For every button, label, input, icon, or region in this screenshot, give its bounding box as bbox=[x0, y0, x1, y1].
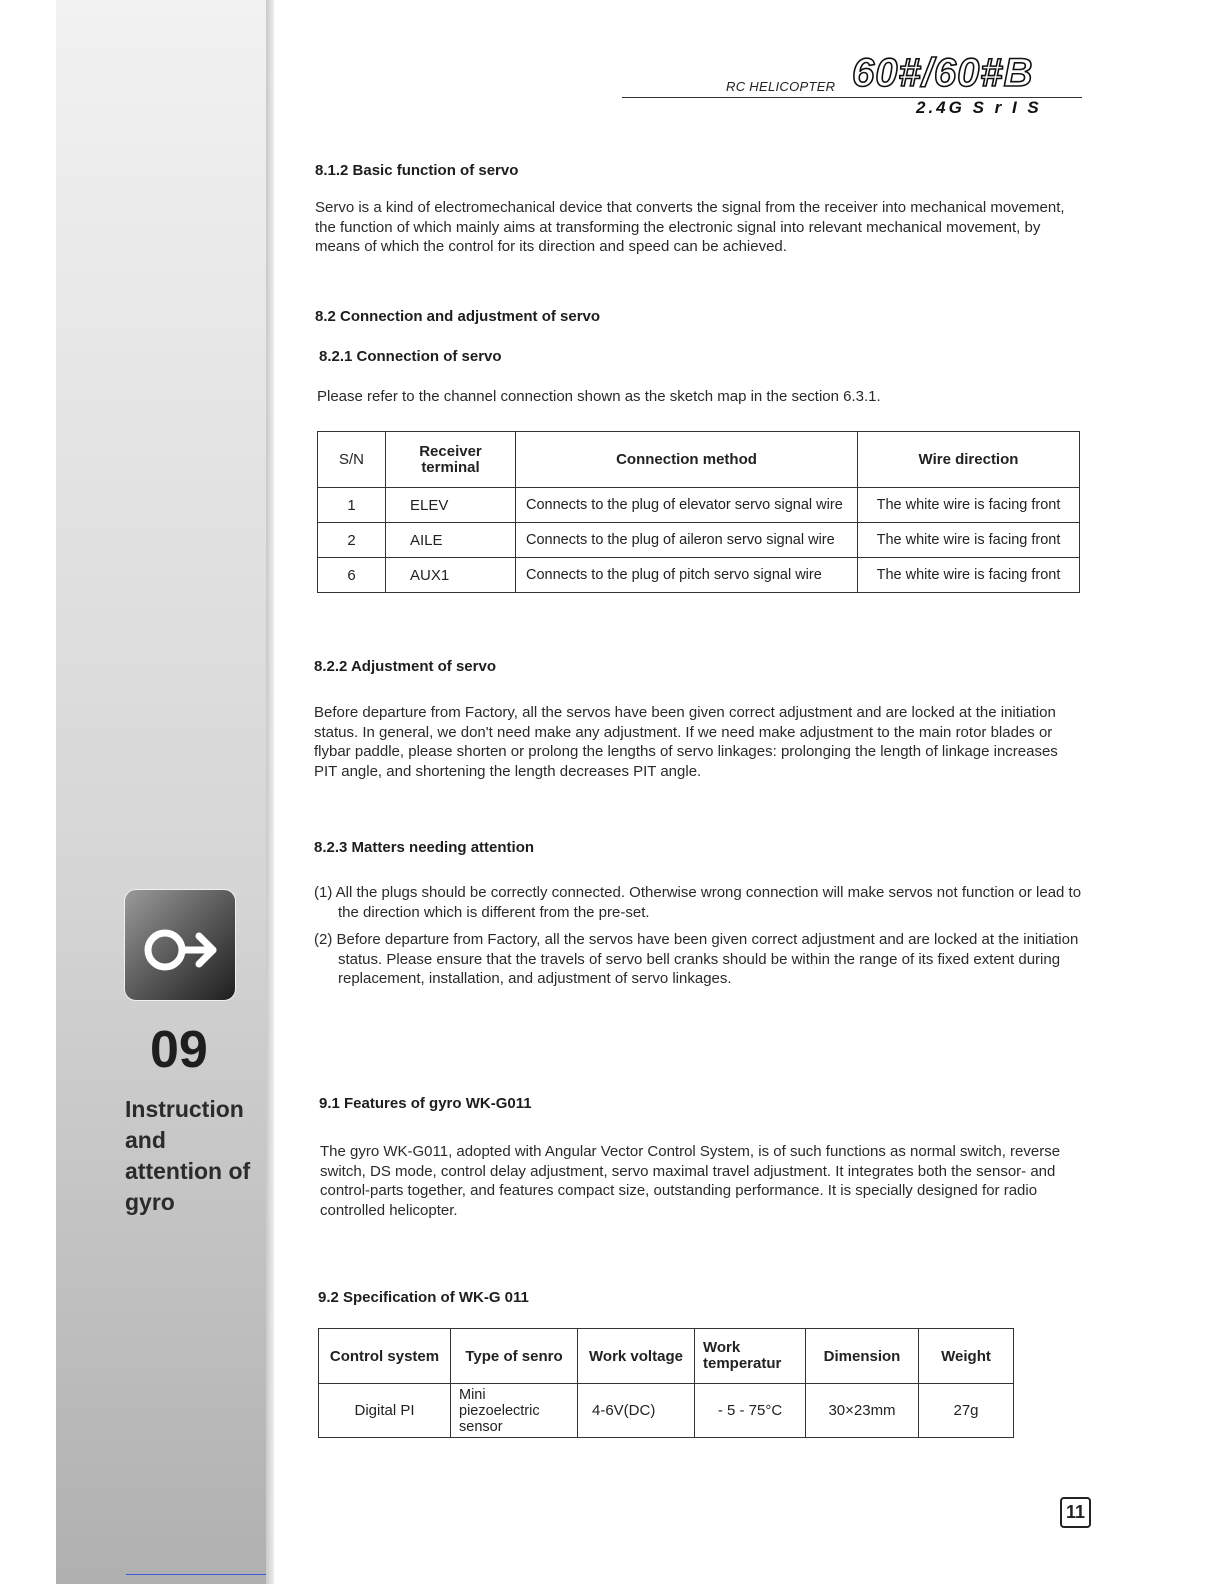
servo-connection-table bbox=[317, 431, 1080, 593]
table-cell: 27g bbox=[919, 1384, 1014, 1438]
chapter-title: Instruction and attention of gyro bbox=[125, 1096, 251, 1215]
table-header-row bbox=[319, 1329, 1014, 1384]
table-header-cell: Type of senro bbox=[451, 1329, 578, 1384]
table-cell: Connects to the plug of aileron servo signal wire bbox=[516, 523, 858, 558]
list-item: (2) Before departure from Factory, all the servos have been given correct adjustment and are locked at the initiation status. Please ensure that the travels of servo bell cranks should be within the range of its fixed extent during replacement, installation, and adjustment of servo linkages. bbox=[314, 931, 1079, 987]
header-subtitle: RC HELICOPTER bbox=[726, 79, 836, 94]
table-cell: The white wire is facing front bbox=[858, 523, 1080, 558]
table-header-cell: Control system bbox=[319, 1329, 451, 1384]
table-header-cell: Work temperatur bbox=[695, 1329, 806, 1384]
paragraph-8-1-2: Servo is a kind of electromechanical device that converts the signal from the receiver into mechanical movement, the function of which mainly aims at transforming the electronic signal into relevant mechanical movement, by means of which the control for its direction and speed can be achieved. bbox=[315, 199, 1065, 255]
heading-8-2-1: 8.2.1 Connection of servo bbox=[319, 348, 502, 365]
table-cell: Connects to the plug of pitch servo signal wire bbox=[516, 558, 858, 593]
table-row bbox=[318, 488, 1080, 523]
header-band-logo: 2.4G S r I S bbox=[916, 98, 1042, 117]
list-item: (1) All the plugs should be correctly connected. Otherwise wrong connection will make servos not function or lead to the direction which is different from the pre-set. bbox=[314, 884, 1082, 921]
table-cell: - 5 - 75°C bbox=[695, 1384, 806, 1438]
table-header-cell: Wire direction bbox=[858, 432, 1080, 488]
table-cell: Digital PI bbox=[319, 1384, 451, 1438]
paragraph-9-1: The gyro WK-G011, adopted with Angular Vector Control System, is of such functions as normal switch, reverse switch, DS mode, control delay adjustment, servo maximal travel adjustment. It integrates both the sensor- and control-parts together, and features compact size, outstanding performance. It is specially designed for radio controlled helicopter. bbox=[320, 1143, 1061, 1219]
paragraph-8-2-1: Please refer to the channel connection shown as the sketch map in the section 6.3.1. bbox=[317, 388, 881, 405]
table-row bbox=[319, 1384, 1014, 1438]
sidebar-band bbox=[56, 0, 266, 1584]
table-header-cell: S/N bbox=[318, 432, 386, 488]
chapter-number: 09 bbox=[150, 1021, 208, 1079]
heading-9-1: 9.1 Features of gyro WK-G011 bbox=[319, 1095, 532, 1112]
page-number: 11 bbox=[1060, 1497, 1091, 1528]
gyro-spec-table bbox=[318, 1328, 1014, 1438]
table-cell: Connects to the plug of elevator servo signal wire bbox=[516, 488, 858, 523]
table-row bbox=[318, 558, 1080, 593]
table-cell: Mini piezoelectric sensor bbox=[451, 1384, 578, 1438]
heading-8-2: 8.2 Connection and adjustment of servo bbox=[315, 308, 601, 325]
table-header-cell: Work voltage bbox=[578, 1329, 695, 1384]
heading-8-2-2: 8.2.2 Adjustment of servo bbox=[314, 658, 496, 675]
heading-8-2-3: 8.2.3 Matters needing attention bbox=[314, 839, 535, 856]
table-header-cell: Weight bbox=[919, 1329, 1014, 1384]
table-header-cell: Dimension bbox=[806, 1329, 919, 1384]
table-cell: 30×23mm bbox=[806, 1384, 919, 1438]
heading-9-2: 9.2 Specification of WK-G 011 bbox=[318, 1289, 529, 1306]
paragraph-8-2-2: Before departure from Factory, all the servos have been given correct adjustment and are locked at the initiation status. In general, we don't need make any adjustment. If we need make adjustment to the main rotor blades or flybar paddle, please shorten or prolong the lengths of servo linkages: prolonging the length of linkage increases PIT angle, and shortening the length decreases PIT angle. bbox=[314, 704, 1058, 780]
table-cell: AUX1 bbox=[386, 558, 516, 593]
table-cell: The white wire is facing front bbox=[858, 488, 1080, 523]
table-cell: AILE bbox=[386, 523, 516, 558]
heading-8-1-2: 8.1.2 Basic function of servo bbox=[315, 162, 519, 179]
table-header-row bbox=[318, 432, 1080, 488]
sidebar-link-line bbox=[126, 1574, 266, 1575]
table-header-cell: Connection method bbox=[516, 432, 858, 488]
table-header-cell: Receiver terminal bbox=[386, 432, 516, 488]
table-cell: ELEV bbox=[386, 488, 516, 523]
table-row bbox=[318, 523, 1080, 558]
table-cell: 1 bbox=[318, 488, 386, 523]
table-cell: 6 bbox=[318, 558, 386, 593]
header-model-logo: 60#/60#B bbox=[852, 51, 1034, 95]
sidebar-edge bbox=[266, 0, 274, 1584]
table-cell: 2 bbox=[318, 523, 386, 558]
arrow-right-circle-icon bbox=[124, 889, 236, 1001]
table-cell: 4-6V(DC) bbox=[578, 1384, 695, 1438]
table-cell: The white wire is facing front bbox=[858, 558, 1080, 593]
